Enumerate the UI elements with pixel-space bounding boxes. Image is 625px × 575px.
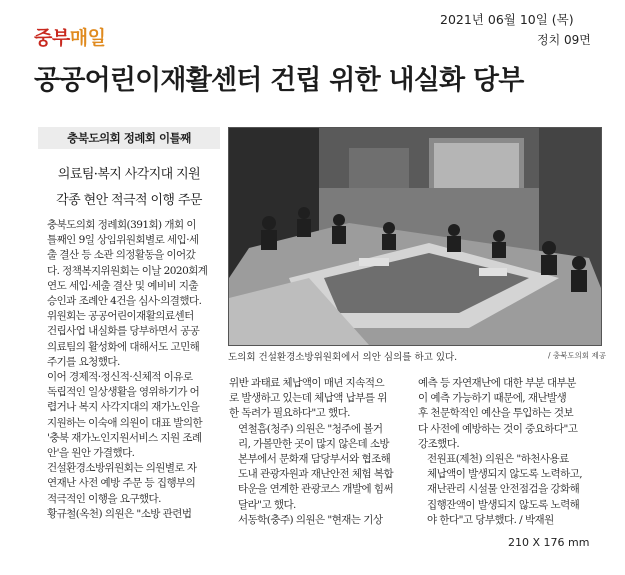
page-section: 정치 09면 <box>537 33 591 47</box>
paragraph: 위원회는 공공어린이재활의료센터 건립사업 내실화를 당부하면서 공공 의료팀의 활성화에 대해서도 고민해 주기를 요청했다. <box>47 310 200 368</box>
photo-caption: 도의회 건설환경소방위원회에서 의안 심의를 하고 있다. <box>228 352 458 363</box>
clip-dimensions: 210 X 176 mm <box>508 536 590 549</box>
paragraph: 황규철(옥천) 의원은 "소방 관련법 <box>47 507 192 520</box>
meeting-photo <box>228 127 602 346</box>
paragraph: 이어 경제적·정신적·신체적 이유로 독립적인 일상생활을 영위하기가 어 렵거나 복지 사각지대의 재가노인을 지원하는 이숙애 의원이 대표 발의한 '충북 재가노인지원서비스 지원 조례 안'을 원안 가결했다. <box>47 371 203 460</box>
paragraph: 충북도의회 정례회(391회) 개회 이 틀째인 9일 상임위원회별로 세입·세 출 결산 등 소관 의정활동을 이어갔 다. 정책복지위원회는 이날 2020회계 연도 세입·세출 결산 및 예비비 지출 승인과 조례안 4건을 심사·의결했다. <box>47 219 208 308</box>
paragraph: 서동학(충주) 의원은 "현재는 기상 <box>238 513 383 526</box>
masthead-part1: 중부 <box>34 27 70 49</box>
newspaper-masthead <box>34 23 105 50</box>
article-column-2 <box>229 376 413 528</box>
headline: 공공어린이재활센터 건립 위한 내실화 당부 <box>34 65 524 96</box>
kicker: 충북도의회 정례회 이틀째 <box>38 127 220 149</box>
masthead-part2: 매일 <box>69 27 106 49</box>
paragraph: 건설환경소방위원회는 의원별로 자 연재난 사전 예방 주문 등 집행부의 적극적인 이행을 요구했다. <box>47 462 197 505</box>
article-column-1 <box>38 218 222 522</box>
publication-date: 2021년 06월 10일 (목) <box>440 12 574 27</box>
subhead-2: 각종 현안 적극적 이행 주문 <box>56 193 202 208</box>
paragraph: 전원표(제천) 의원은 "하천사용료 체납액이 발생되지 않도록 노력하고, 재난관리 시설물 안전점검을 강화해 집행잔액이 발생되지 않도록 노력해 야 한다"고 당부했다. / 박재원 <box>427 453 583 526</box>
paragraph: 연철흠(청주) 의원은 "청주에 볼거 리, 가볼만한 곳이 많지 않은데 소방 본부에서 문화재 담당부서와 협조해 도내 관광자원과 재난안전 체험 복합 타운을 연계한 관광코스 개발에 힘써 달라"고 했다. <box>238 422 394 511</box>
paragraph: 위반 과태료 체납액이 매년 지속적으 로 발생하고 있는데 체납액 납부를 위 한 독려가 필요하다"고 했다. <box>229 377 387 420</box>
subhead-1: 의료팀·복지 사각지대 지원 <box>57 167 201 182</box>
article-column-3 <box>418 376 602 528</box>
photo-credit: / 충북도의회 제공 <box>548 351 607 360</box>
paragraph: 예측 등 자연재난에 대한 부분 대부분 이 예측 가능하기 때문에, 재난발생 후 천문학적인 예산을 투입하는 것보 다 사전에 예방하는 것이 중요하다"고 강조했다. <box>418 377 578 450</box>
